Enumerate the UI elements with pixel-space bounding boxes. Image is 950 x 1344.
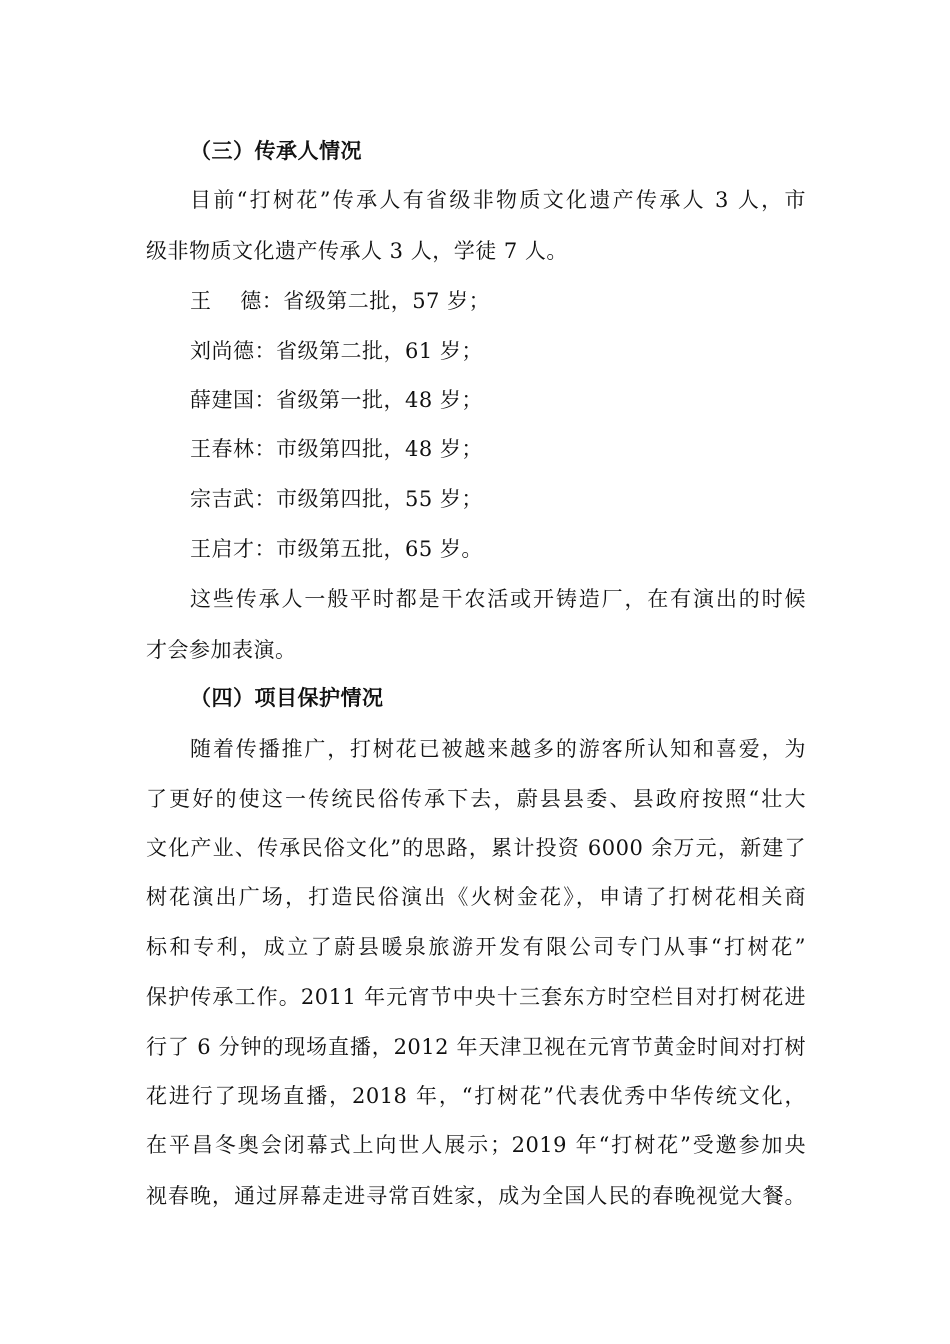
paragraph-line: 树花演出广场，打造民俗演出《火树金花》，申请了打树花相关商 <box>146 885 806 909</box>
paragraph-line: 文化产业、传承民俗文化”的思路，累计投资 6000 余万元，新建了 <box>146 836 806 860</box>
paragraph-line: 在平昌冬奥会闭幕式上向世人展示；2019 年“打树花”受邀参加央 <box>146 1133 806 1157</box>
paragraph-line: 视春晚，通过屏幕走进寻常百姓家，成为全国人民的春晚视觉大餐。 <box>146 1184 806 1208</box>
paragraph-line: 才会参加表演。 <box>146 638 297 662</box>
section-heading-protection: （四）项目保护情况 <box>190 685 384 710</box>
paragraph-line: 了更好的使这一传统民俗传承下去，蔚县县委、县政府按照“壮大 <box>146 787 806 811</box>
section-heading-inheritors: （三）传承人情况 <box>190 138 362 163</box>
paragraph-line: 这些传承人一般平时都是干农活或开铸造厂，在有演出的时候 <box>190 587 806 611</box>
paragraph-line: 保护传承工作。2011 年元宵节中央十三套东方时空栏目对打树花进 <box>146 985 806 1009</box>
inheritor-entry: 薛建国：省级第一批，48 岁； <box>190 388 483 412</box>
paragraph-line: 随着传播推广，打树花已被越来越多的游客所认知和喜爱，为 <box>190 737 806 761</box>
paragraph-line: 花进行了现场直播，2018 年，“打树花”代表优秀中华传统文化， <box>146 1084 806 1108</box>
inheritor-entry: 刘尚德：省级第二批，61 岁； <box>190 339 483 363</box>
paragraph-line: 级非物质文化遗产传承人 3 人，学徒 7 人。 <box>146 239 568 263</box>
paragraph-line: 标和专利，成立了蔚县暖泉旅游开发有限公司专门从事“打树花” <box>146 935 806 959</box>
inheritor-entry: 王启才：市级第五批，65 岁。 <box>190 537 483 561</box>
inheritor-entry: 王春林：市级第四批，48 岁； <box>190 437 483 461</box>
paragraph-line: 目前“打树花”传承人有省级非物质文化遗产传承人 3 人，市 <box>190 188 806 212</box>
paragraph-line: 行了 6 分钟的现场直播，2012 年天津卫视在元宵节黄金时间对打树 <box>146 1035 806 1059</box>
inheritor-entry: 宗吉武：市级第四批，55 岁； <box>190 487 483 511</box>
inheritor-entry: 王 德：省级第二批，57 岁； <box>190 289 491 313</box>
